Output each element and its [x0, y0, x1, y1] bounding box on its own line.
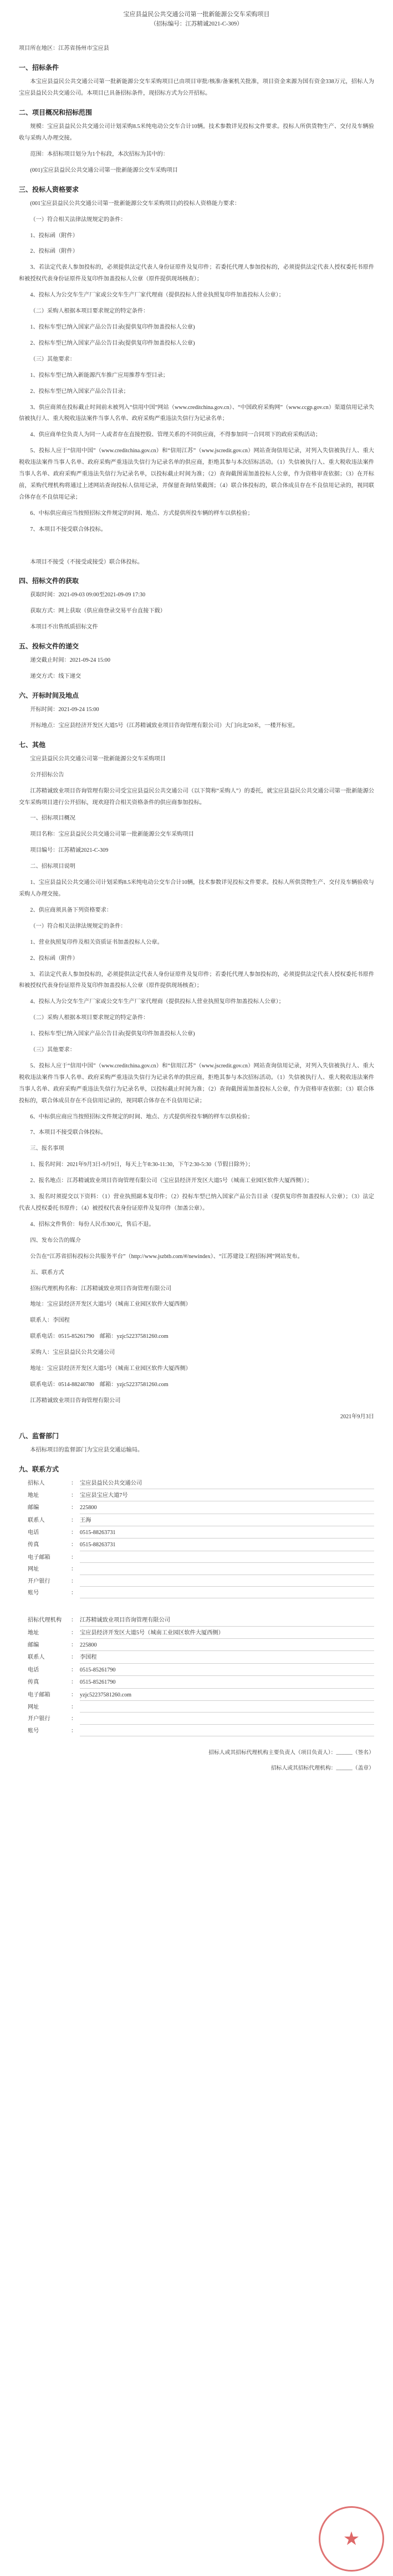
contact-key: 传真 — [28, 1542, 39, 1548]
other-line: （一）符合相关法律法规规定的条件： — [30, 923, 126, 929]
contact-row: 招标人 ： 宝应县益民公共交通公司 — [28, 1478, 374, 1489]
other-line: 四、发布公告的媒介 — [30, 1237, 81, 1244]
submission-method: 递交方式：线下递交 — [30, 673, 81, 680]
qualification-line: （一）符合相关法律法规规定的条件： — [30, 216, 126, 223]
contact-row: 传真 ： 0515-88263731 — [28, 1540, 374, 1551]
submission-deadline: 递交截止时间：2021-09-24 15:00 — [30, 657, 110, 664]
contact-key: 招标人 — [28, 1480, 45, 1486]
section-2-scope: 范围：本招标项目划分为1个标段，本次招标为其中的： — [30, 151, 169, 157]
section-5-title: 五、投标文件的递交 — [19, 642, 79, 651]
contact-row: 邮编 ： 225800 — [28, 1640, 374, 1651]
qualification-line: 7、本项目不接受联合体投标。 — [30, 526, 106, 533]
qualification-line: 3、若法定代表人参加投标的，必须提供法定代表人身份证原件及复印件；若委托代理人参加投标的，必须提供法定代表人授权委托书原件和被授权代表身份证原件及复印件加盖投标人公章（原件提供现场核查）； — [19, 264, 374, 283]
contact-key: 网址 — [28, 1566, 39, 1573]
seal-line: 招标人或其招标代理机构：______（盖章） — [270, 1765, 374, 1772]
contact-row: 网址 ： — [28, 1564, 374, 1575]
other-line: 江苏精诚致业项目咨询管理有限公司受宝应县益民公共交通公司（以下简称“采购人”）的委托，就宝应县益民公共交通公司第一批新能源公交车采购项目进行公开招标，现欢迎符合相关资格条件的供应商参加投标。 — [19, 788, 374, 806]
contact-value: 225800 — [80, 1502, 374, 1514]
contact-key: 开户银行 — [28, 1578, 50, 1585]
other-line: 2、投标函（附件） — [30, 955, 78, 962]
contact-value: 王海 — [80, 1515, 374, 1526]
contact-value: 宝应县宝应大道7号 — [80, 1490, 374, 1501]
contact-value — [80, 1714, 374, 1724]
contact-row: 网址 ： — [28, 1702, 374, 1713]
contact-key: 电子邮箱 — [28, 1554, 50, 1561]
contact-row: 电话 ： 0515-85261790 — [28, 1665, 374, 1676]
qualification-line: 3、供应商须在投标截止时间前未被列入“信用中国”网站（www.creditchina.gov.cn）、“中国政府采购网”（www.ccgp.gov.cn）渠道信用记录失信被执行人、重大税收违法案件当事人名单、政府采购严重违法失信行为记录名单； — [19, 404, 374, 422]
other-line: 公开招标公告 — [30, 771, 64, 778]
contact-key: 联系人 — [28, 1654, 45, 1661]
qualification-line: 1、投标车型已纳入国家产品公告目录(提供复印件加盖投标人公章) — [30, 324, 195, 330]
opening-time: 开标时间：2021-09-24 15:00 — [30, 707, 99, 713]
section-7-title: 七、其他 — [19, 740, 46, 749]
other-line: 地址：宝应县经济开发区大道5号（城南工业园区软件大厦西侧） — [30, 1301, 191, 1308]
qualification-line: （三）其他要求： — [30, 356, 75, 362]
contact-value: 江苏精诚致业项目咨询管理有限公司 — [80, 1615, 374, 1626]
contact-row: 开户银行 ： — [28, 1714, 374, 1724]
other-line: 1、投标车型已纳入国家产品公告目录(提供复印件加盖投标人公章) — [30, 1031, 195, 1037]
contact-key: 地址 — [28, 1492, 39, 1499]
other-line: 公告在“江苏省招标投标公共服务平台”（http://www.jszbtb.com/#/newindex）、“江苏建设工程招标网”网站发布。 — [30, 1253, 303, 1260]
contact-row: 地址 ： 宝应县宝应大道7号 — [28, 1490, 374, 1501]
contact-key: 账号 — [28, 1727, 39, 1734]
contact-key: 电话 — [28, 1667, 39, 1673]
document-header — [19, 10, 374, 29]
signature-line: 招标人或其招标代理机构主要负责人（项目负责人）：______（签名） — [208, 1750, 374, 1756]
other-line: 地址：宝应县经济开发区大道5号（城南工业园区软件大厦西侧） — [30, 1366, 191, 1372]
other-line: 4、招标文件售价：每份人民币300元，售后不退。 — [30, 1221, 155, 1228]
contact-value: 0515-85261790 — [80, 1665, 374, 1676]
contact-value: 0515-88263731 — [80, 1540, 374, 1551]
other-line: 1、报名时间：2021年9月3日-9月9日，每天上午8:30-11:30，下午2:30-5:30（节假日除外）； — [30, 1162, 254, 1168]
doc-obtain-time: 获取时间：2021-09-03 09:00至2021-09-09 17:30 — [30, 592, 146, 599]
contact-value — [80, 1726, 374, 1736]
contact-key: 电话 — [28, 1530, 39, 1536]
contact-value: 李国程 — [80, 1652, 374, 1663]
contact-key: 邮编 — [28, 1642, 39, 1649]
section-3-title: 三、投标人资格要求 — [19, 185, 79, 193]
consortium-note: 本项目不接受（不接受或接受）联合体投标。 — [30, 559, 144, 565]
other-line: （二）采购人根据本项目要求规定的特定条件： — [30, 1015, 149, 1021]
qualification-line: 2、投标车型已纳入国家产品公告目录； — [30, 388, 129, 395]
contact-value: 225800 — [80, 1640, 374, 1651]
other-line: （三）其他要求： — [30, 1047, 75, 1054]
qualification-line: 4、供应商单位负责人为同一人或者存在直接控股、管理关系的不同供应商，不得参加同一合同项下的政府采购活动； — [30, 432, 321, 438]
company-seal-icon — [319, 2506, 384, 2572]
seal-star-icon: ★ — [343, 2529, 360, 2549]
qualification-line: 6、中标供应商应当按照招标文件规定的时间、地点、方式提供所投车辆的样车以供检验； — [30, 510, 253, 517]
supervision-dept: 本招标项目的监督部门为宝应县交通运输局。 — [30, 1447, 144, 1453]
contact-key: 招标代理机构 — [28, 1617, 62, 1624]
contact-key: 开户银行 — [28, 1716, 50, 1723]
other-line: 三、报名事项 — [30, 1146, 64, 1152]
contact-row: 开户银行 ： — [28, 1576, 374, 1587]
contact-row: 邮编 ： 225800 — [28, 1502, 374, 1514]
contact-value: yzjc52237581260.com — [80, 1690, 374, 1701]
contact-row: 联系人 ： 李国程 — [28, 1652, 374, 1663]
contact-value: 宝应县益民公共交通公司 — [80, 1478, 374, 1489]
contact-value — [80, 1552, 374, 1563]
other-line: 一、招标项目概况 — [30, 815, 75, 822]
section-4-title: 四、招标文件的获取 — [19, 577, 79, 585]
section-2-title: 二、项目概况和招标范围 — [19, 109, 93, 117]
doc-obtain-method: 获取方式：网上获取（供应商登录交易平台直接下载） — [30, 608, 166, 615]
project-region: 项目所在地区：江苏省扬州市宝应县 — [19, 45, 109, 52]
contact-row: 地址 ： 宝应县经济开发区大道5号（城南工业园区软件大厦西侧） — [28, 1628, 374, 1639]
other-line: 项目编号：江苏精诚2021-C-309 — [30, 847, 109, 854]
contact-value: 0515-85261790 — [80, 1677, 374, 1688]
document-title: 宝应县益民公共交通公司第一批新能源公交车采购项目 — [123, 11, 270, 18]
other-line: 1、宝应县益民公共交通公司计划采购8.5米纯电动公交车合计10辆，技术参数详见投标文件要求。投标人所供货物生产、交付及车辆验收与采购人办理交接。 — [19, 880, 374, 897]
qualification-line: 1、投标函（附件） — [30, 232, 78, 239]
section-8-title: 八、监督部门 — [19, 1432, 59, 1440]
contact-value — [80, 1564, 374, 1575]
other-line: 采购人：宝应县益民公共交通公司 — [30, 1350, 115, 1356]
other-line: 项目名称：宝应县益民公共交通公司第一批新能源公交车采购项目 — [30, 831, 194, 838]
section-6-title: 六、开标时间及地点 — [19, 692, 79, 700]
other-line: 五、联系方式 — [30, 1269, 64, 1276]
contact-row: 电话 ： 0515-88263731 — [28, 1527, 374, 1539]
other-line: 3、报名时须提交以下资料：（1）营业执照副本复印件；（2）投标车型已纳入国家产品公告目录（提供复印件加盖投标人公章）；（3）法定代表人授权委托书原件；（4）被授权代表身份证原件及复印件（加盖公章）。 — [19, 1194, 374, 1212]
section-9-title: 九、联系方式 — [19, 1465, 59, 1473]
section-2-lot: (001)宝应县益民公共交通公司第一批新能源公交车采购项目 — [30, 167, 178, 173]
contact-row: 账号 ： — [28, 1726, 374, 1736]
contact-row: 电子邮箱 ： yzjc52237581260.com — [28, 1690, 374, 1701]
other-line: 4、投标人为公交车生产厂家或公交车生产厂家代理商（提供投标人营业执照复印件加盖投标人公章）； — [30, 999, 284, 1005]
other-line: 联系人：李国程 — [30, 1317, 70, 1324]
other-date: 2021年9月3日 — [340, 1413, 374, 1420]
agency-contact-table — [19, 1615, 374, 1736]
project-code: （招标编号：江苏精诚2021-C-309） — [150, 21, 243, 27]
section-1-text: 本宝应县益民公共交通公司第一批新能源公交车采购项目已由项目审批/核准/备案机关批准，项目资金来源为国有资金338万元，招标人为宝应县益民公共交通公司。本项目已具备招标条件，现招标方式为公开招标。 — [19, 79, 374, 97]
other-line: 二、招标项目说明 — [30, 863, 75, 870]
contact-value: 宝应县经济开发区大道5号（城南工业园区软件大厦西侧） — [80, 1628, 374, 1639]
qualification-line: 2、投标车型已纳入国家产品公告目录(提供复印件加盖投标人公章) — [30, 340, 195, 346]
other-line: 5、投标人应于“信用中国”（www.creditchina.gov.cn）和“信用江苏”（www.jscredit.gov.cn）网站查询信用记录，对列入失信被执行人、重大税收违法案件当事人名单、政府采购严重违法失信行为记录名单的供应商，拒绝其参与本次招标活动。（1）失信被执行人、重大税收违法案件当事人名单、政府采购严重违法失信行为记录名单，以投标截止时间为准；（2）查询截图需加盖投标人公章，作为资格审查依据；（3）联合体投标的，联合体成员存在不良信用记录的，视同联合体存在不良信用记录； — [19, 1062, 374, 1104]
contact-key: 账号 — [28, 1589, 39, 1596]
other-line: 2、报名地点：江苏精诚致业项目咨询管理有限公司（宝应县经济开发区大道5号（城南工业园区软件大厦西侧））； — [30, 1178, 313, 1184]
doc-obtain-note: 本项目不出售纸质招标文件 — [30, 624, 98, 631]
contact-value — [80, 1702, 374, 1713]
contact-value — [80, 1576, 374, 1587]
qualification-line: (001宝应县益民公共交通公司第一批新能源公交车采购项目)的投标人资格能力要求： — [30, 200, 241, 207]
contact-value: 0515-88263731 — [80, 1527, 374, 1539]
qualification-line: 5、投标人应于“信用中国”（www.creditchina.gov.cn）和“信用江苏”（www.jscredit.gov.cn）网站查询信用记录，对列入失信被执行人、重大税收违法案件当事人名单、政府采购严重违法失信行为记录名单的供应商，拒绝其参与本次招标活动。（1）失信被执行人、重大税收违法案件当事人名单、政府采购严重违法失信行为记录名单，以投标截止时间为准；（2）查询截图需加盖投标人公章，作为资格审查依据；（3）在开标前，采购代理机构将通过上述网站查询投标人信用记录，并保留查询结果截图；（4）联合体投标的，联合体成员存在不良信用记录的，视同联合体存在不良信用记录； — [19, 448, 374, 500]
contact-row: 联系人 ： 王海 — [28, 1515, 374, 1526]
other-line: 3、若法定代表人参加投标的，必须提供法定代表人身份证原件及复印件；若委托代理人参加投标的，必须提供法定代表人授权委托书原件和被授权代表身份证原件及复印件加盖投标人公章（原件提供现场核查）； — [19, 971, 374, 989]
other-line: 招标代理机构名称：江苏精诚致业项目咨询管理有限公司 — [30, 1285, 172, 1292]
contact-row: 传真 ： 0515-85261790 — [28, 1677, 374, 1688]
qualification-line: （二）采购人根据本项目要求规定的特定条件： — [30, 308, 149, 315]
opening-location: 开标地点：宝应县经济开发区大道5号（江苏精诚致业项目咨询管理有限公司）大门向北50米，一楼开标室。 — [30, 722, 299, 729]
contact-row: 电子邮箱 ： — [28, 1552, 374, 1563]
contact-key: 电子邮箱 — [28, 1691, 50, 1698]
contact-row: 账号 ： — [28, 1588, 374, 1598]
other-line: 6、中标供应商应当按照招标文件规定的时间、地点、方式提供所投车辆的样车以供检验； — [30, 1113, 253, 1120]
qualification-line: 1、投标车型已纳入新能源汽车推广应用推荐车型目录； — [30, 372, 169, 379]
qualification-line: 2、投标函（附件） — [30, 248, 78, 255]
other-line: 联系电话：0515-85261790 邮箱：yzjc52237581260.com — [30, 1333, 169, 1340]
contact-row: 招标代理机构 ： 江苏精诚致业项目咨询管理有限公司 — [28, 1615, 374, 1626]
contact-key: 传真 — [28, 1679, 39, 1686]
contact-key: 邮编 — [28, 1505, 39, 1511]
contact-key: 网址 — [28, 1704, 39, 1710]
other-line: 江苏精诚致业项目咨询管理有限公司 — [30, 1397, 121, 1404]
other-line: 联系电话：0514-88240780 邮箱：yzjc52237581260.com — [30, 1381, 169, 1388]
contact-value — [80, 1588, 374, 1598]
qualification-line: 4、投标人为公交车生产厂家或公交车生产厂家代理商（提供投标人营业执照复印件加盖投标人公章）； — [30, 292, 284, 299]
other-line: 2、供应商须具备下列资格要求： — [30, 907, 113, 913]
section-1-title: 一、招标条件 — [19, 64, 59, 72]
section-2-scale: 规模：宝应县益民公共交通公司计划采购8.5米纯电动公交车合计10辆。技术参数详见投标文件要求。投标人所供货物生产、交付及车辆验收与采购人办理交接。 — [19, 124, 374, 142]
contact-key: 联系人 — [28, 1517, 45, 1524]
other-line: 1、营业执照复印件及相关资质证书加盖投标人公章。 — [30, 939, 163, 945]
other-line: 宝应县益民公共交通公司第一批新能源公交车采购项目 — [30, 755, 166, 762]
contact-key: 地址 — [28, 1629, 39, 1636]
other-line: 7、本项目不接受联合体投标。 — [30, 1129, 106, 1136]
tenderer-contact-table — [19, 1478, 374, 1599]
